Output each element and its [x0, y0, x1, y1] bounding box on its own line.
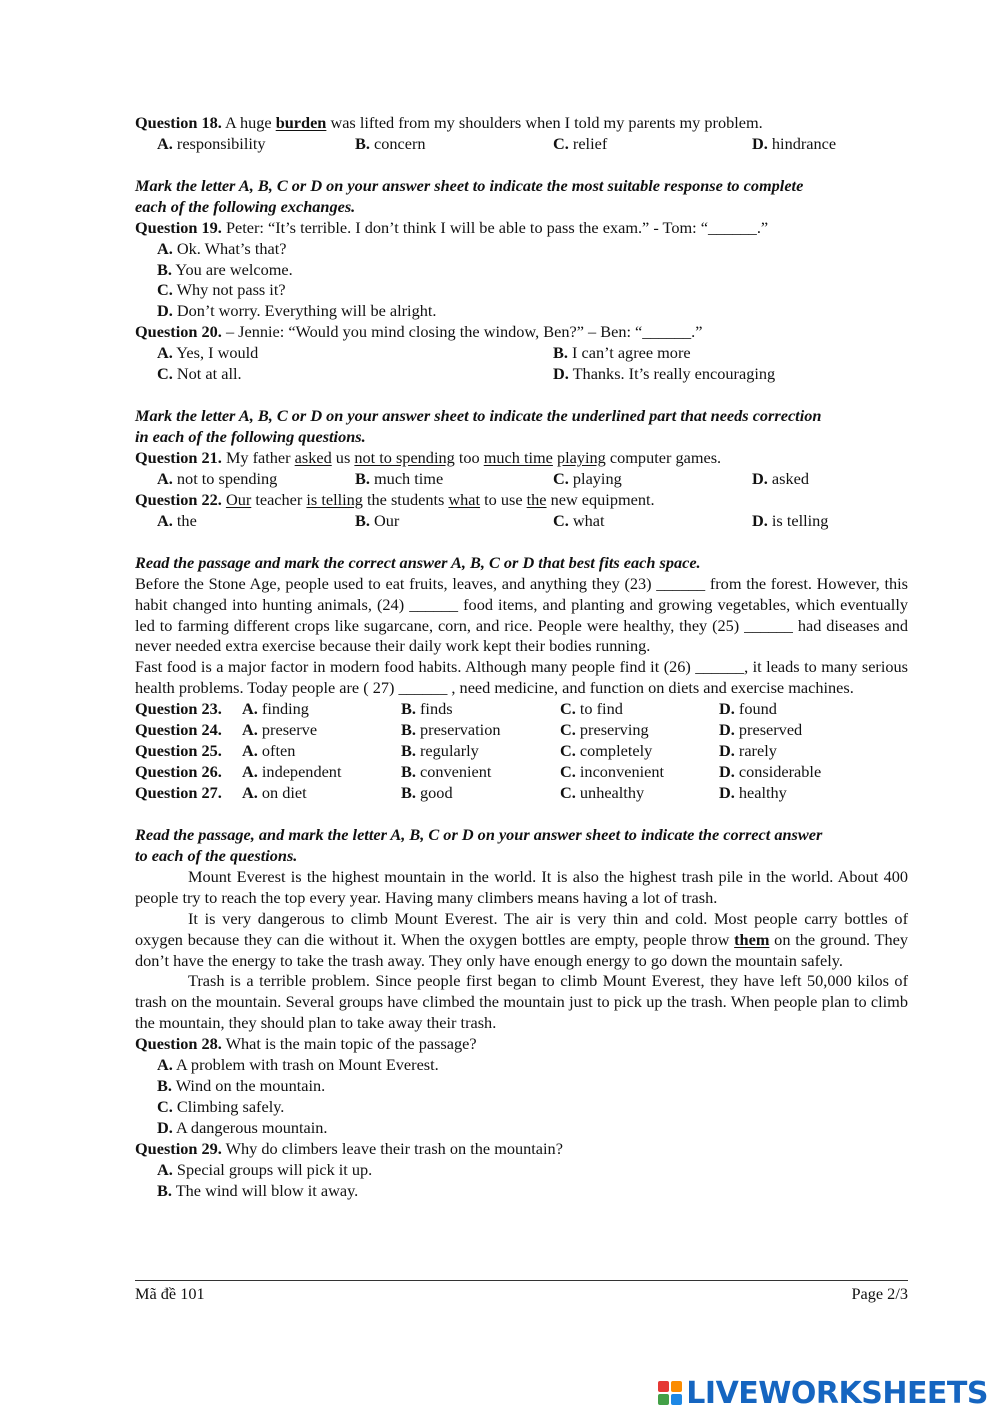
- option-a[interactable]: A. Special groups will pick it up.: [157, 1159, 373, 1179]
- option-b[interactable]: B. concern: [355, 133, 426, 153]
- question-label: Question 21.: [135, 447, 222, 467]
- underlined-part: playing: [556, 447, 606, 467]
- instruction: Mark the letter A, B, C or D on your answer sheet to indicate the most suitable response to complete: [135, 175, 804, 195]
- q22-options: [135, 511, 908, 532]
- brand-name: LIVEWORKSHEETS: [686, 1375, 988, 1411]
- question-22: Question 22. Our teacher is telling the students what to use the new equipment.: [135, 489, 655, 509]
- underlined-word: them: [734, 929, 770, 949]
- underlined-part: asked: [294, 447, 332, 467]
- option-a[interactable]: A. not to spending: [157, 468, 278, 488]
- underlined-part: Our: [225, 489, 252, 509]
- question-29: [135, 1139, 908, 1160]
- underlined-part: the: [526, 489, 547, 509]
- option-a[interactable]: A. preserve: [242, 720, 318, 740]
- question-label: Question 29.: [135, 1138, 222, 1158]
- option-c[interactable]: C. Why not pass it?: [157, 280, 286, 300]
- q20-options-row2: [135, 364, 908, 385]
- option-d[interactable]: D. rarely: [719, 741, 777, 761]
- question-label: Question 20.: [135, 322, 222, 342]
- option-a[interactable]: A. finding: [242, 699, 309, 719]
- question-label: Question 18.: [135, 113, 222, 132]
- option-a[interactable]: A. responsibility: [157, 133, 266, 153]
- option-c[interactable]: C. inconvenient: [560, 762, 664, 782]
- cloze-row-23: [135, 699, 908, 720]
- option-a[interactable]: A. independent: [242, 762, 342, 782]
- option-d[interactable]: D. preserved: [719, 720, 803, 740]
- option-b[interactable]: B. preservation: [401, 720, 501, 740]
- question-21: Question 21. My father asked us not to spending too much time playing computer games.: [135, 447, 722, 467]
- question-stem: A huge: [225, 113, 276, 132]
- footer-divider: [135, 1280, 908, 1281]
- question-stem: Why do climbers leave their trash on the mountain?: [225, 1138, 563, 1158]
- option-a[interactable]: A. often: [242, 741, 296, 761]
- option-c[interactable]: C. relief: [553, 133, 608, 153]
- option-b[interactable]: B. Our: [355, 510, 400, 530]
- question-20: [135, 322, 908, 343]
- option-c[interactable]: C. unhealthy: [560, 783, 645, 803]
- question-19: [135, 218, 908, 239]
- option-d[interactable]: D. found: [719, 699, 777, 719]
- option-a[interactable]: A. Yes, I would: [157, 343, 259, 363]
- q20-options-row1: [135, 343, 908, 364]
- cloze-row-26: [135, 762, 908, 783]
- instruction: to each of the questions.: [135, 846, 298, 866]
- option-c[interactable]: C. completely: [560, 741, 653, 761]
- option-c[interactable]: C. to find: [560, 699, 623, 719]
- option-c[interactable]: C. playing: [553, 468, 622, 488]
- passage-paragraph: Before the Stone Age, people used to eat fruits, leaves, and anything they (23) ______ from the forest. However, this habit changed into hunting animals, (24) ______ food items, and planting and growing vegetables, which eventually led to farming different crops like sugarcane, corn, and rice. People were healthy, they (25) ______ had diseases and never needed extra exercise because their daily work kept their bodies running.: [135, 573, 908, 656]
- liveworksheets-logo-icon: [657, 1380, 683, 1406]
- option-b[interactable]: B. regularly: [401, 741, 479, 761]
- option-a[interactable]: A. the: [157, 510, 197, 530]
- instruction: each of the following exchanges.: [135, 196, 356, 216]
- question-18: [135, 113, 908, 134]
- passage-paragraph: Mount Everest is the highest mountain in the world. It is also the highest trash pile in the world. About 400 people try to reach the top every year. Having many climbers means having a lot of trash.: [135, 866, 908, 907]
- option-b[interactable]: B. finds: [401, 699, 453, 719]
- option-d[interactable]: D. Don’t worry. Everything will be alright.: [157, 301, 437, 321]
- option-d[interactable]: D. considerable: [719, 762, 822, 782]
- instruction: Read the passage, and mark the letter A, B, C or D on your answer sheet to indicate the correct answer: [135, 825, 823, 845]
- option-d[interactable]: D. A dangerous mountain.: [157, 1117, 328, 1137]
- option-d[interactable]: D. is telling: [752, 510, 829, 530]
- cloze-row-27: [135, 783, 908, 804]
- question-28: [135, 1034, 908, 1055]
- underlined-word: burden: [275, 113, 327, 132]
- option-b[interactable]: B. convenient: [401, 762, 492, 782]
- question-stem: was lifted from my shoulders when I told my parents my problem.: [326, 113, 763, 132]
- instruction: Mark the letter A, B, C or D on your answer sheet to indicate the underlined part that needs correction: [135, 406, 822, 426]
- option-b[interactable]: B. I can’t agree more: [553, 343, 691, 363]
- underlined-part: much time: [483, 447, 553, 467]
- page-number: Page 2/3: [851, 1284, 908, 1303]
- option-c[interactable]: C. what: [553, 510, 605, 530]
- question-label: Question 25.: [135, 741, 222, 761]
- question-label: Question 22.: [135, 489, 222, 509]
- option-d[interactable]: D. hindrance: [752, 133, 837, 153]
- exam-page: [135, 113, 908, 1201]
- option-b[interactable]: B. good: [401, 783, 453, 803]
- option-a[interactable]: A. A problem with trash on Mount Everest.: [157, 1055, 439, 1075]
- question-stem: Peter: “It’s terrible. I don’t think I will be able to pass the exam.” - Tom: “______.”: [225, 217, 769, 237]
- option-c[interactable]: C. Not at all.: [157, 364, 242, 384]
- passage-paragraph: It is very dangerous to climb Mount Everest. The air is very thin and cold. Most people carry bottles of oxygen because they can die without it. When the oxygen bottles are empty, people throw them on the ground. They don’t have the energy to take the trash away. They only have enough energy to go down the mountain safely.: [135, 908, 909, 970]
- q21-options: [135, 469, 908, 490]
- option-c[interactable]: C. preserving: [560, 720, 649, 740]
- question-label: Question 23.: [135, 699, 222, 719]
- instruction: Read the passage and mark the correct answer A, B, C or D that best fits each space.: [135, 552, 701, 572]
- q18-options: [135, 134, 908, 155]
- option-d[interactable]: D. Thanks. It’s really encouraging: [553, 364, 776, 384]
- option-b[interactable]: B. The wind will blow it away.: [157, 1180, 359, 1200]
- question-label: Question 24.: [135, 720, 222, 740]
- cloze-row-25: [135, 741, 908, 762]
- option-b[interactable]: B. Wind on the mountain.: [157, 1076, 326, 1095]
- option-d[interactable]: D. healthy: [719, 783, 787, 803]
- underlined-part: is telling: [306, 489, 363, 509]
- option-c[interactable]: C. Climbing safely.: [157, 1096, 285, 1116]
- passage-paragraph: Fast food is a major factor in modern food habits. Although many people find it (26) ______, it leads to many serious health problems. Today people are ( 27) ______ , need medicine, and function on diets and exercise machines.: [135, 657, 908, 698]
- question-label: Question 19.: [135, 217, 222, 237]
- question-stem: What is the main topic of the passage?: [225, 1034, 477, 1054]
- instruction: in each of the following questions.: [135, 427, 366, 447]
- underlined-part: what: [448, 489, 481, 509]
- liveworksheets-logo[interactable]: [657, 1376, 988, 1410]
- option-b[interactable]: B. You are welcome.: [157, 259, 293, 279]
- passage-paragraph: Trash is a terrible problem. Since people first began to climb Mount Everest, they have left 50,000 kilos of trash on the mountain. Several groups have climbed the mountain just to pick up the trash. When people plan to climb the mountain, they should plan to take away their trash.: [135, 971, 908, 1033]
- exam-code: Mã đề 101: [135, 1284, 205, 1303]
- question-label: Question 28.: [135, 1034, 222, 1054]
- option-a[interactable]: A. on diet: [242, 783, 307, 803]
- option-a[interactable]: A. Ok. What’s that?: [157, 238, 287, 258]
- option-b[interactable]: B. much time: [355, 468, 444, 488]
- question-label: Question 26.: [135, 762, 222, 782]
- question-label: Question 27.: [135, 783, 222, 803]
- page-footer: [135, 1284, 908, 1304]
- option-d[interactable]: D. asked: [752, 468, 809, 488]
- cloze-row-24: [135, 720, 908, 741]
- underlined-part: not to spending: [354, 447, 455, 467]
- question-stem: – Jennie: “Would you mind closing the window, Ben?” – Ben: “______.”: [225, 322, 703, 342]
